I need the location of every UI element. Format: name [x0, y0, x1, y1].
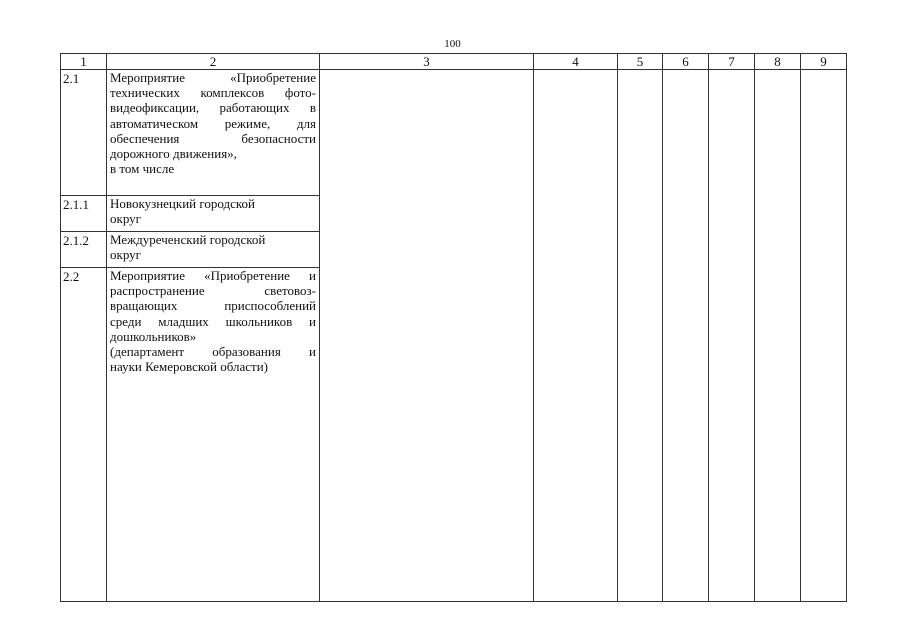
measure-name [107, 268, 320, 602]
text-line: Новокузнецкий городской [110, 196, 255, 211]
text-line: округ [110, 211, 141, 227]
table-row [61, 70, 847, 196]
cell-col3 [320, 70, 534, 602]
text-line: Мероприятие «Приобретение [110, 70, 316, 85]
cell-col7 [709, 70, 755, 602]
header-cell: 6 [663, 54, 709, 70]
text-line: науки Кемеровской области) [110, 359, 269, 375]
text-line: автоматическом режиме, для [110, 115, 316, 131]
header-row [61, 54, 847, 70]
text-line: вращающих приспособлений [110, 298, 316, 314]
measure-name [107, 70, 320, 196]
text-line: дошкольников» [110, 328, 197, 344]
cell-col6 [663, 70, 709, 602]
text-line: технических комплексов фото- [110, 85, 316, 101]
cell-col5 [618, 70, 663, 602]
row-number: 2.1 [61, 70, 107, 196]
cell-col8 [755, 70, 801, 602]
row-number: 2.1.2 [61, 232, 107, 268]
measure-name [107, 196, 320, 232]
text-line: округ [110, 247, 141, 263]
page-number: 100 [444, 38, 461, 50]
header-cell: 7 [709, 54, 755, 70]
header-cell: 8 [755, 54, 801, 70]
row-number: 2.2 [61, 268, 107, 602]
text-line: распространение световоз- [110, 283, 316, 299]
cell-col9 [801, 70, 847, 602]
header-cell: 5 [618, 54, 663, 70]
text-line: обеспечения безопасности [110, 130, 316, 146]
text-line: дорожного движения», [110, 146, 237, 162]
measure-name [107, 232, 320, 268]
text-line: Междуреченский городской [110, 232, 266, 247]
measures-table [60, 53, 847, 602]
header-cell: 4 [534, 54, 618, 70]
text-line: видеофиксации, работающих в [110, 100, 316, 116]
header-cell: 1 [61, 54, 107, 70]
cell-col4 [534, 70, 618, 602]
header-cell: 2 [107, 54, 320, 70]
header-cell: 3 [320, 54, 534, 70]
text-line: Мероприятие «Приобретение и [110, 268, 316, 283]
text-line: среди младших школьников и [110, 313, 316, 329]
row-number: 2.1.1 [61, 196, 107, 232]
text-line: в том числе [110, 161, 175, 177]
header-cell: 9 [801, 54, 847, 70]
text-line: (департамент образования и [110, 344, 316, 360]
